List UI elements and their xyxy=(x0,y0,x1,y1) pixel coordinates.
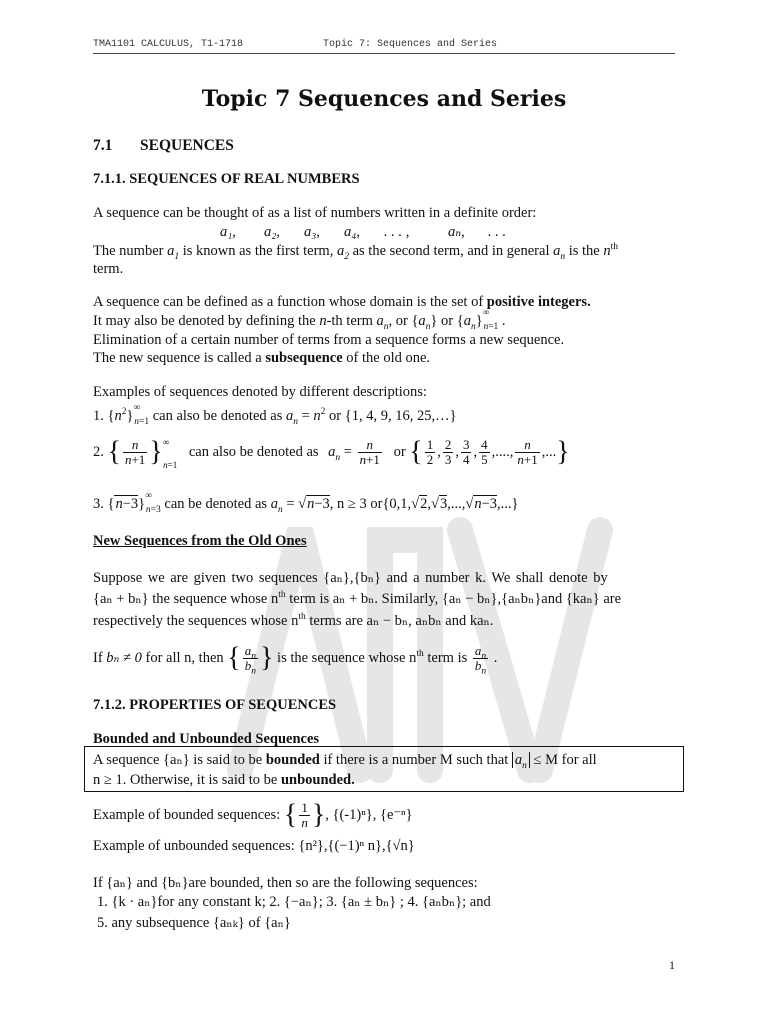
examples-heading: Examples of sequences denoted by different descriptions: xyxy=(93,384,427,400)
text-run: term is aₙ + bₙ. Similarly, {aₙ − bₙ},{aₙbₙ}and {kaₙ} are xyxy=(285,591,622,607)
text-run: If xyxy=(93,650,107,666)
header-rule xyxy=(93,53,675,54)
seq-ellipsis: . . . , xyxy=(384,224,410,240)
seq-term: a₁, xyxy=(220,224,236,240)
text-run: can be denoted as xyxy=(160,496,271,512)
section-title: SEQUENCES xyxy=(140,137,234,154)
fraction: $\frac{n}{n+1}$ xyxy=(124,437,146,468)
text-run: -th term xyxy=(326,313,377,329)
intro-paragraph-1: A sequence can be thought of as a list of numbers written in a definite order: xyxy=(93,205,537,221)
section-number: 7.1 xyxy=(93,137,113,154)
newseq-line-2: {aₙ + bₙ} the sequence whose $n^{th}$ term is aₙ + bₙ. Similarly, {aₙ − bₙ},{aₙbₙ}and {kaₙ} are xyxy=(93,590,622,607)
text-run: ≤ M for all xyxy=(529,752,597,768)
page-title: Topic 7 Sequences and Series xyxy=(201,86,567,112)
text-run: {aₙ + bₙ} the sequence whose n xyxy=(93,591,279,607)
text-run: is the xyxy=(565,243,604,259)
newseq-line-1: Suppose we are given two sequences {aₙ},{bₙ} and a number k. We shall denote by xyxy=(93,570,608,586)
term-a1: $a_1$ xyxy=(167,243,180,262)
text-run: A sequence can be defined as a function whose domain is the set of xyxy=(93,294,487,310)
newseq-line-3: respectively the sequences whose $n^{th}$ terms are aₙ − bₙ, aₙbₙ and kaₙ. xyxy=(93,612,494,629)
running-header xyxy=(93,39,675,53)
text-run: , or { xyxy=(388,313,419,329)
condition: bₙ ≠ 0 xyxy=(106,650,142,666)
page-number: 1 xyxy=(669,958,675,972)
bounded-def-line-1: A sequence {aₙ} is said to be bounded if there is a number M such that $a_n \le M$ for all xyxy=(93,752,597,771)
text-run: ,...} xyxy=(497,496,519,512)
text-run: if there is a number M such that xyxy=(319,752,512,768)
emphasis: subsequence xyxy=(265,350,343,366)
newseq-line-4: If bₙ ≠ 0 for all n, then { $\frac{a_n}{b_n}$ } is the sequence whose $n^{th}$ term is $\frac{a_n}{b_n}$ . xyxy=(93,642,498,677)
new-sequences-heading: New Sequences from the Old Ones xyxy=(93,533,307,549)
fraction: $\frac{n}{n+1}$ xyxy=(359,437,380,468)
sequence-list xyxy=(220,223,506,241)
def-line-4 xyxy=(93,349,430,367)
example-1: 1. $\{n^2\}^\infty_{n=1}$ can also be denoted as $a_n = n^2$ or {1, 4, 9, 16, 25,…} xyxy=(93,403,457,427)
section-7-1-2-heading: 7.1.2. PROPERTIES OF SEQUENCES xyxy=(93,697,337,713)
bounded-def-line-2 xyxy=(93,771,355,789)
term-a2: $a_2$ xyxy=(336,243,349,262)
bounded-heading: Bounded and Unbounded Sequences xyxy=(93,731,320,747)
text-run: as the second term, and in general xyxy=(348,243,554,259)
text-run: } or xyxy=(430,313,457,329)
properties-list-1: 1. {k · aₙ}for any constant k; 2. {−aₙ}; 3. {aₙ ± bₙ} ; 4. {aₙbₙ}; and xyxy=(97,894,491,910)
unbounded-examples: Example of unbounded sequences: {n²},{(−1)ⁿ n},{√n} xyxy=(93,838,415,854)
text-run: It may also be denoted by defining the xyxy=(93,313,320,329)
text-run: n ≥ 1. Otherwise, it is said to be xyxy=(93,772,281,788)
seq-term: a₃, xyxy=(304,224,320,240)
example-2: 2. { $\frac{n}{n+1}$ }$^\infty_{n=1}$ can also be denoted as $a_n$ = $\frac{n}{n+1}$ or { $\frac{1}{2}$ , $\frac{2}{3}$ , $\frac{3}{4}$ , $\frac{4}{5}$ ,...., $\frac{n}{n+1}$ ,...} xyxy=(93,436,570,470)
def-line-1 xyxy=(93,293,591,311)
text-run: respectively the sequences whose n xyxy=(93,613,299,629)
text-run: is known as the first term, xyxy=(179,243,337,259)
text-run: A sequence {aₙ} is said to be xyxy=(93,752,266,768)
text-run: or {1, 4, 9, 16, 25,…} xyxy=(325,408,457,424)
text-run: , xyxy=(427,496,431,512)
text-run: of the old one. xyxy=(342,350,431,366)
text-run: Example of bounded sequences: xyxy=(93,807,281,823)
seq-term: aₙ, xyxy=(448,224,465,240)
text-run: for all n, then xyxy=(141,650,224,666)
header-topic: Topic 7: Sequences and Series xyxy=(323,39,498,50)
text-run: can also be denoted as xyxy=(149,408,286,424)
bounded-examples: Example of bounded sequences: { $\frac{1}{n}$ }, {(-1)ⁿ}, {e⁻ⁿ} xyxy=(93,799,413,831)
emphasis: positive integers. xyxy=(486,294,591,310)
example-3: 3. $\{n-3\}^\infty_{n=3}$ can be denoted as $a_n = √n-3$, n ≥ 3 or{0,1,√2,√3,...,√n−3,...} xyxy=(93,491,519,515)
text-run: , {(-1)ⁿ}, {e⁻ⁿ} xyxy=(325,807,413,823)
def-line-2: It may also be denoted by defining the n-th term $a_n$, or $\{a_n\}$ or $\{a_n\}^\infty_{n=1}$ . xyxy=(93,308,506,332)
text-run: The number xyxy=(93,243,168,259)
properties-intro: If {aₙ} and {bₙ}are bounded, then so are the following sequences: xyxy=(93,875,478,891)
header-course: TMA1101 CALCULUS, T1-1718 xyxy=(93,39,244,50)
text-run: , n ≥ 3 xyxy=(329,496,367,512)
intro-paragraph-2: The number $a_1$ is known as the first term, $a_2$ as the second term, and in general $a_n$ is the $n^{th}$ xyxy=(93,242,619,262)
italic-n: n xyxy=(319,313,327,329)
def-line-3: Elimination of a certain number of terms from a sequence forms a new sequence. xyxy=(93,332,565,348)
emphasis: bounded xyxy=(265,752,320,768)
emphasis: unbounded. xyxy=(280,772,355,788)
text-run: term is xyxy=(423,650,468,666)
seq-term: a₄, xyxy=(344,224,360,240)
text-run: ,..., xyxy=(447,496,466,512)
text-run: The new sequence is called a xyxy=(93,350,266,366)
text-run: or xyxy=(393,444,406,460)
properties-list-2: 5. any subsequence {aₙₖ} of {aₙ} xyxy=(97,915,291,931)
text-run: or{0,1, xyxy=(366,496,412,512)
text-run: can also be denoted as xyxy=(188,444,319,460)
section-7-1-1-heading: 7.1.1. SEQUENCES OF REAL NUMBERS xyxy=(93,171,360,187)
seq-ellipsis: . . . xyxy=(488,224,507,240)
seq-term: a₂, xyxy=(264,224,280,240)
section-7-1-heading xyxy=(93,137,234,155)
text-run: terms are aₙ − bₙ, aₙbₙ and kaₙ. xyxy=(305,613,494,629)
text-run: is the sequence whose n xyxy=(273,650,417,666)
term-an: $a_n$ xyxy=(553,243,566,262)
text-run: . xyxy=(490,650,498,666)
intro-paragraph-2-cont: term. xyxy=(93,261,124,277)
sequence-notation: $\{a_n\}^\infty_{n=1}$ . xyxy=(456,308,506,332)
superscript-th: th xyxy=(610,242,619,253)
formula: $\{n^2\}^\infty_{n=1}$ xyxy=(107,403,150,427)
